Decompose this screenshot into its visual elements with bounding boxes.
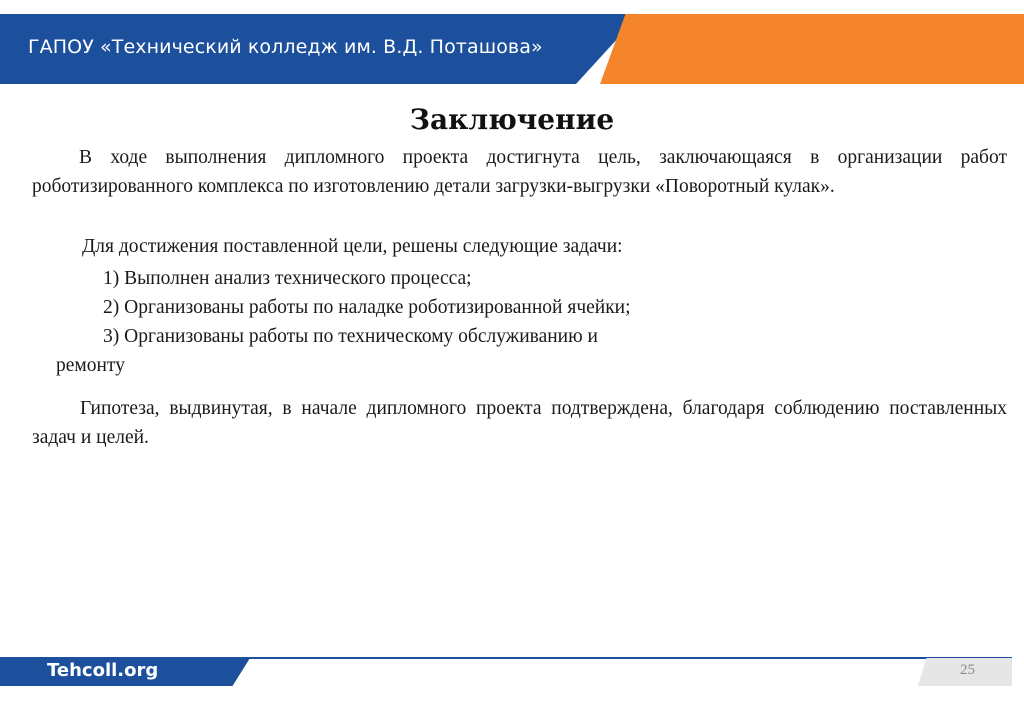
header-orange-band bbox=[600, 14, 1024, 84]
task-item-3-continuation: ремонту bbox=[56, 355, 125, 376]
task-item-1: 1) Выполнен анализ технического процесса; bbox=[103, 268, 472, 289]
task-item-3: 3) Организованы работы по техническому обслуживанию и bbox=[103, 326, 598, 347]
conclusion-paragraph-goal: В ходе выполнения дипломного проекта достигнута цель, заключающаяся в организации работ роботизированного комплекса по изготовлению детали загрузки-выгрузки «Поворотный кулак». bbox=[32, 147, 1007, 197]
footer-site-link[interactable]: Tehcoll.org bbox=[47, 660, 159, 681]
slide-title: Заключение bbox=[409, 103, 615, 136]
task-item-2: 2) Организованы работы по наладке роботизированной ячейки; bbox=[103, 297, 631, 318]
conclusion-paragraph-hypothesis: Гипотеза, выдвинутая, в начале дипломного проекта подтверждена, благодаря соблюдению поставленных задач и целей. bbox=[32, 398, 1007, 448]
header-title: ГАПОУ «Технический колледж им. В.Д. Поташова» bbox=[28, 36, 543, 58]
page-number: 25 bbox=[960, 662, 975, 678]
conclusion-paragraph-tasks-intro: Для достижения поставленной цели, решены следующие задачи: bbox=[82, 236, 623, 257]
